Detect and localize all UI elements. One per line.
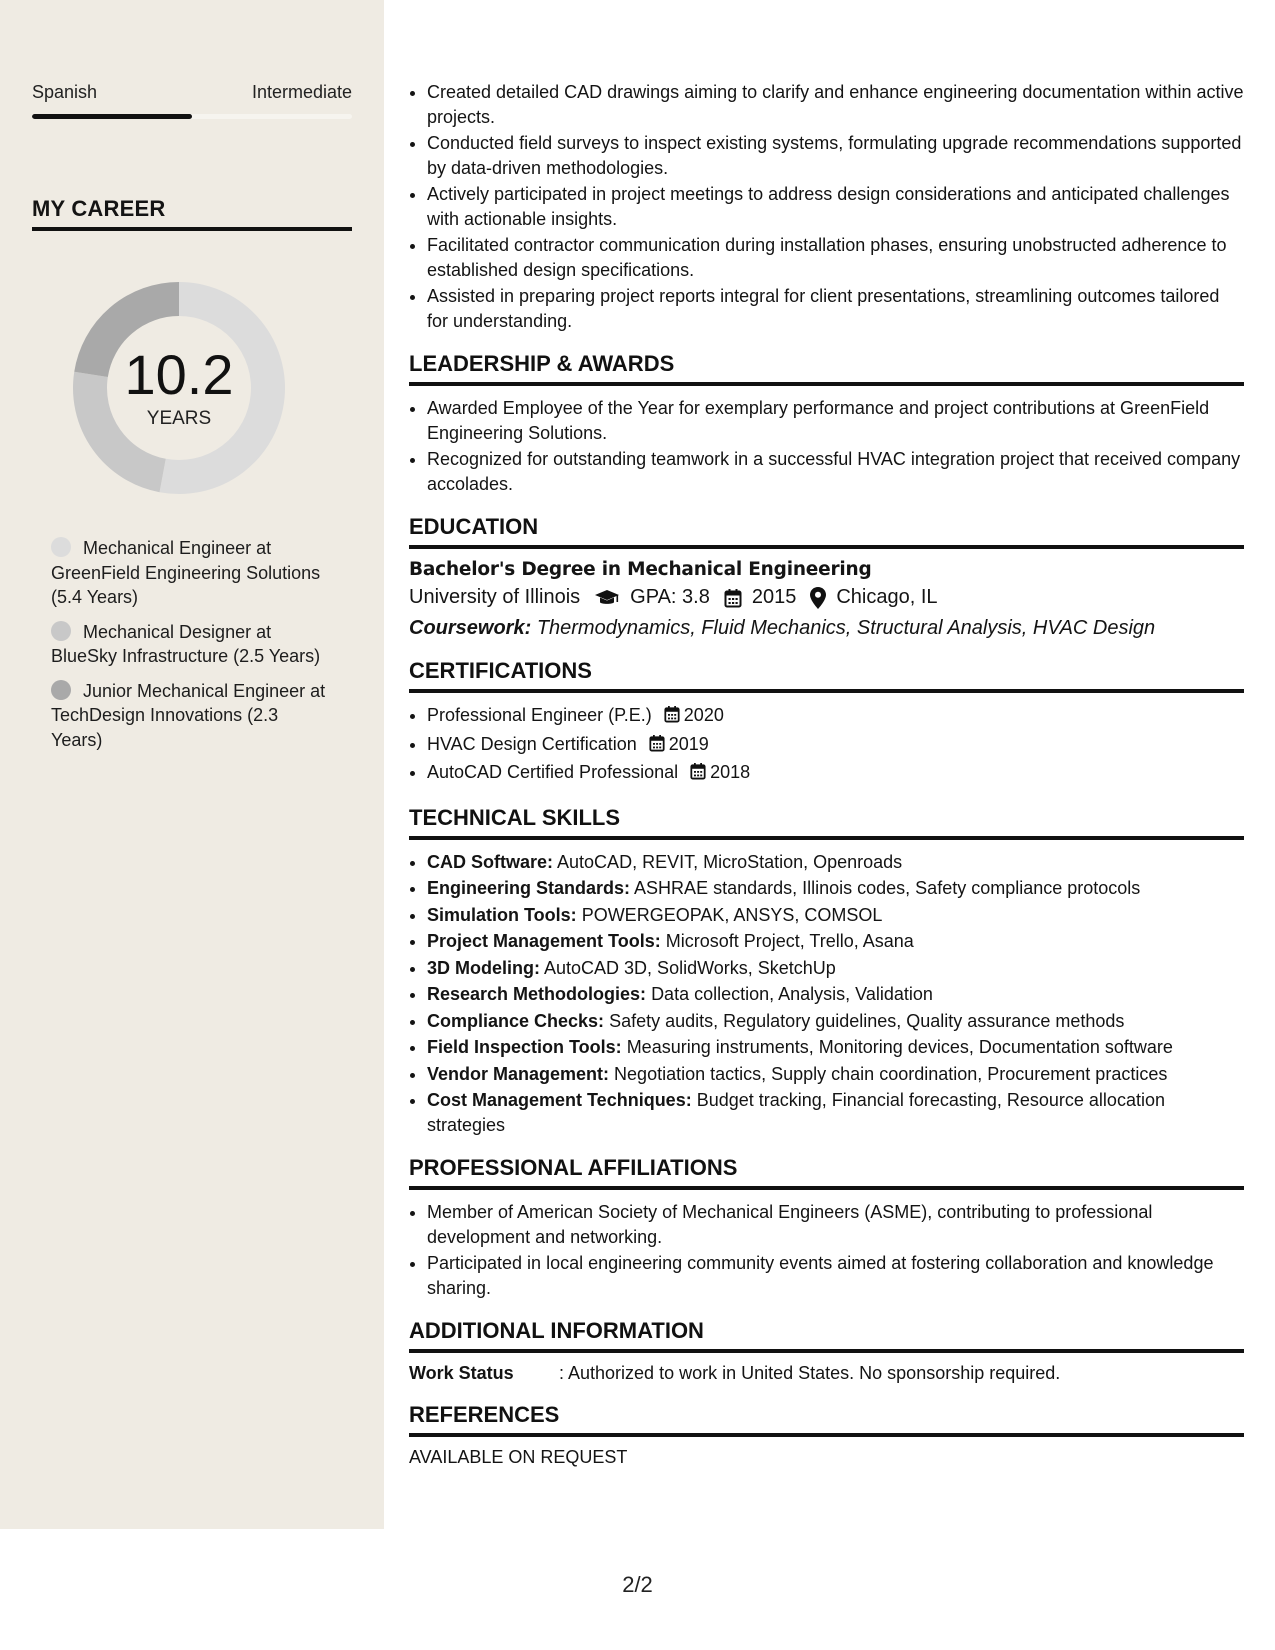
skill-label: 3D Modeling: xyxy=(427,957,540,978)
affiliation-item: • Participated in local engineering community events aimed at fostering collaboration and knowledge sharing. xyxy=(427,1251,1244,1300)
certification-name: HVAC Design Certification xyxy=(427,733,637,754)
skill-item xyxy=(427,929,1244,954)
certification-name: AutoCAD Certified Professional xyxy=(427,762,679,782)
skill-item xyxy=(427,982,1244,1007)
education-details xyxy=(409,586,1244,609)
skill-value: AutoCAD, REVIT, MicroStation, Openroads xyxy=(557,851,903,872)
skill-value: POWERGEOPAK, ANSYS, COMSOL xyxy=(581,904,883,925)
calendar-icon xyxy=(724,588,742,608)
certifications-list xyxy=(409,703,1244,787)
certification-date xyxy=(664,705,724,725)
calendar-icon xyxy=(649,734,665,759)
career-legend-dot xyxy=(51,537,71,557)
certification-item xyxy=(427,703,1244,730)
leadership-heading: LEADERSHIP & AWARDS xyxy=(409,351,1244,386)
skill-label: Project Management Tools: xyxy=(427,931,661,951)
skill-label: Research Methodologies: xyxy=(427,984,647,1004)
career-legend-dot xyxy=(51,680,71,700)
education-school: University of Illinois xyxy=(409,586,581,608)
skill-label: Cost Management Techniques: xyxy=(427,1090,692,1110)
skills-heading: TECHNICAL SKILLS xyxy=(409,805,1244,840)
language-proficiency-bar xyxy=(32,114,352,119)
skill-value: ASHRAE standards, Illinois codes, Safety compliance protocols xyxy=(634,878,1141,898)
skill-value: AutoCAD 3D, SolidWorks, SketchUp xyxy=(544,957,836,978)
career-list xyxy=(51,536,331,762)
work-status-label: Work Status xyxy=(409,1363,514,1383)
certification-year: 2018 xyxy=(710,762,751,782)
certification-date xyxy=(649,734,709,754)
career-legend-dot xyxy=(51,621,71,641)
experience-value: 10.2 xyxy=(124,343,234,406)
certification-item xyxy=(427,732,1244,759)
skill-item xyxy=(427,876,1244,901)
skill-item xyxy=(427,1009,1244,1034)
skill-item xyxy=(427,850,1244,875)
skill-value: Data collection, Analysis, Validation xyxy=(651,984,933,1004)
career-item xyxy=(51,620,331,669)
leadership-item: • Awarded Employee of the Year for exemplary performance and project contributions at GreenField Engineering Solutions. xyxy=(427,396,1244,445)
experience-bullet: • Assisted in preparing project reports integral for client presentations, streamlining outcomes tailored for understanding. xyxy=(427,284,1244,333)
work-status-value: : Authorized to work in United States. No sponsorship required. xyxy=(559,1363,1061,1383)
language-name: Spanish xyxy=(32,82,98,102)
additional-heading: ADDITIONAL INFORMATION xyxy=(409,1318,1244,1353)
skill-label: CAD Software: xyxy=(427,851,554,872)
education-gpa: GPA: 3.8 xyxy=(630,586,710,608)
certification-name: Professional Engineer (P.E.) xyxy=(427,705,652,725)
education-degree: Bachelor's Degree in Mechanical Engineering xyxy=(409,559,872,580)
leadership-list xyxy=(409,396,1244,496)
leadership-item: • Recognized for outstanding teamwork in a successful HVAC integration project that received company accolades. xyxy=(427,447,1244,496)
work-status-row xyxy=(409,1363,1244,1384)
skill-item xyxy=(427,1035,1244,1060)
page-number: 2/2 xyxy=(622,1572,653,1597)
references-text: AVAILABLE ON REQUEST xyxy=(409,1447,628,1467)
certifications-heading: CERTIFICATIONS xyxy=(409,658,1244,693)
calendar-icon xyxy=(664,705,680,730)
experience-bullet: • Facilitated contractor communication during installation phases, ensuring unobstructed adherence to established design specifications. xyxy=(427,233,1244,282)
skill-label: Field Inspection Tools: xyxy=(427,1037,622,1057)
certification-year: 2019 xyxy=(668,733,709,754)
career-heading: MY CAREER xyxy=(32,196,352,231)
experience-bullets xyxy=(409,80,1244,333)
certification-item xyxy=(427,760,1244,787)
skill-label: Compliance Checks: xyxy=(427,1010,605,1031)
sidebar xyxy=(0,0,384,1529)
coursework-label: Coursework: xyxy=(409,617,532,639)
skill-label: Vendor Management: xyxy=(427,1063,610,1084)
skill-label: Engineering Standards: xyxy=(427,878,631,898)
skill-value: Negotiation tactics, Supply chain coordination, Procurement practices xyxy=(614,1063,1168,1084)
affiliations-list xyxy=(409,1200,1244,1300)
experience-bullet: • Created detailed CAD drawings aiming to clarify and enhance engineering documentation within active projects. xyxy=(427,80,1244,129)
main-content xyxy=(409,80,1244,1468)
experience-bullet: • Conducted field surveys to inspect existing systems, formulating upgrade recommendations supported by data-driven methodologies. xyxy=(427,131,1244,180)
education-year: 2015 xyxy=(751,586,797,608)
certification-year: 2020 xyxy=(683,705,724,725)
career-item-text: Mechanical Designer at BlueSky Infrastructure (2.5 Years) xyxy=(51,621,321,666)
skill-label: Simulation Tools: xyxy=(427,904,577,925)
education-location: Chicago, IL xyxy=(836,586,938,608)
skill-item xyxy=(427,903,1244,928)
calendar-icon xyxy=(690,762,706,787)
skill-item xyxy=(427,1088,1244,1137)
skill-item xyxy=(427,1062,1244,1087)
skill-item xyxy=(427,956,1244,981)
education-coursework xyxy=(409,617,1244,640)
career-item-text: Junior Mechanical Engineer at TechDesign Innovations (2.3 Years) xyxy=(51,680,326,750)
experience-unit: YEARS xyxy=(146,408,212,429)
career-item xyxy=(51,679,331,753)
language-proficiency-fill xyxy=(32,114,192,119)
graduation-cap-icon xyxy=(594,588,620,608)
affiliation-item: • Member of American Society of Mechanical Engineers (ASME), contributing to professional development and networking. xyxy=(427,1200,1244,1249)
references-heading: REFERENCES xyxy=(409,1402,1244,1437)
career-item-text: Mechanical Engineer at GreenField Engineering Solutions (5.4 Years) xyxy=(51,538,321,607)
language-row xyxy=(32,82,352,103)
experience-bullet: • Actively participated in project meetings to address design considerations and anticipated challenges with actionable insights. xyxy=(427,182,1244,231)
skill-value: Measuring instruments, Monitoring devices, Documentation software xyxy=(626,1037,1173,1057)
language-level: Intermediate xyxy=(251,82,352,102)
career-item xyxy=(51,536,331,610)
career-donut-chart xyxy=(67,276,291,500)
education-heading: EDUCATION xyxy=(409,514,1244,549)
skill-value: Microsoft Project, Trello, Asana xyxy=(665,931,914,951)
certification-date xyxy=(690,762,750,782)
coursework-text: Thermodynamics, Fluid Mechanics, Structural Analysis, HVAC Design xyxy=(536,617,1156,639)
skill-value: Safety audits, Regulatory guidelines, Quality assurance methods xyxy=(609,1010,1125,1031)
location-pin-icon xyxy=(810,587,826,609)
affiliations-heading: PROFESSIONAL AFFILIATIONS xyxy=(409,1155,1244,1190)
skill-value: Budget tracking, Financial forecasting, Resource allocation strategies xyxy=(427,1090,1165,1135)
skills-list xyxy=(409,850,1244,1138)
